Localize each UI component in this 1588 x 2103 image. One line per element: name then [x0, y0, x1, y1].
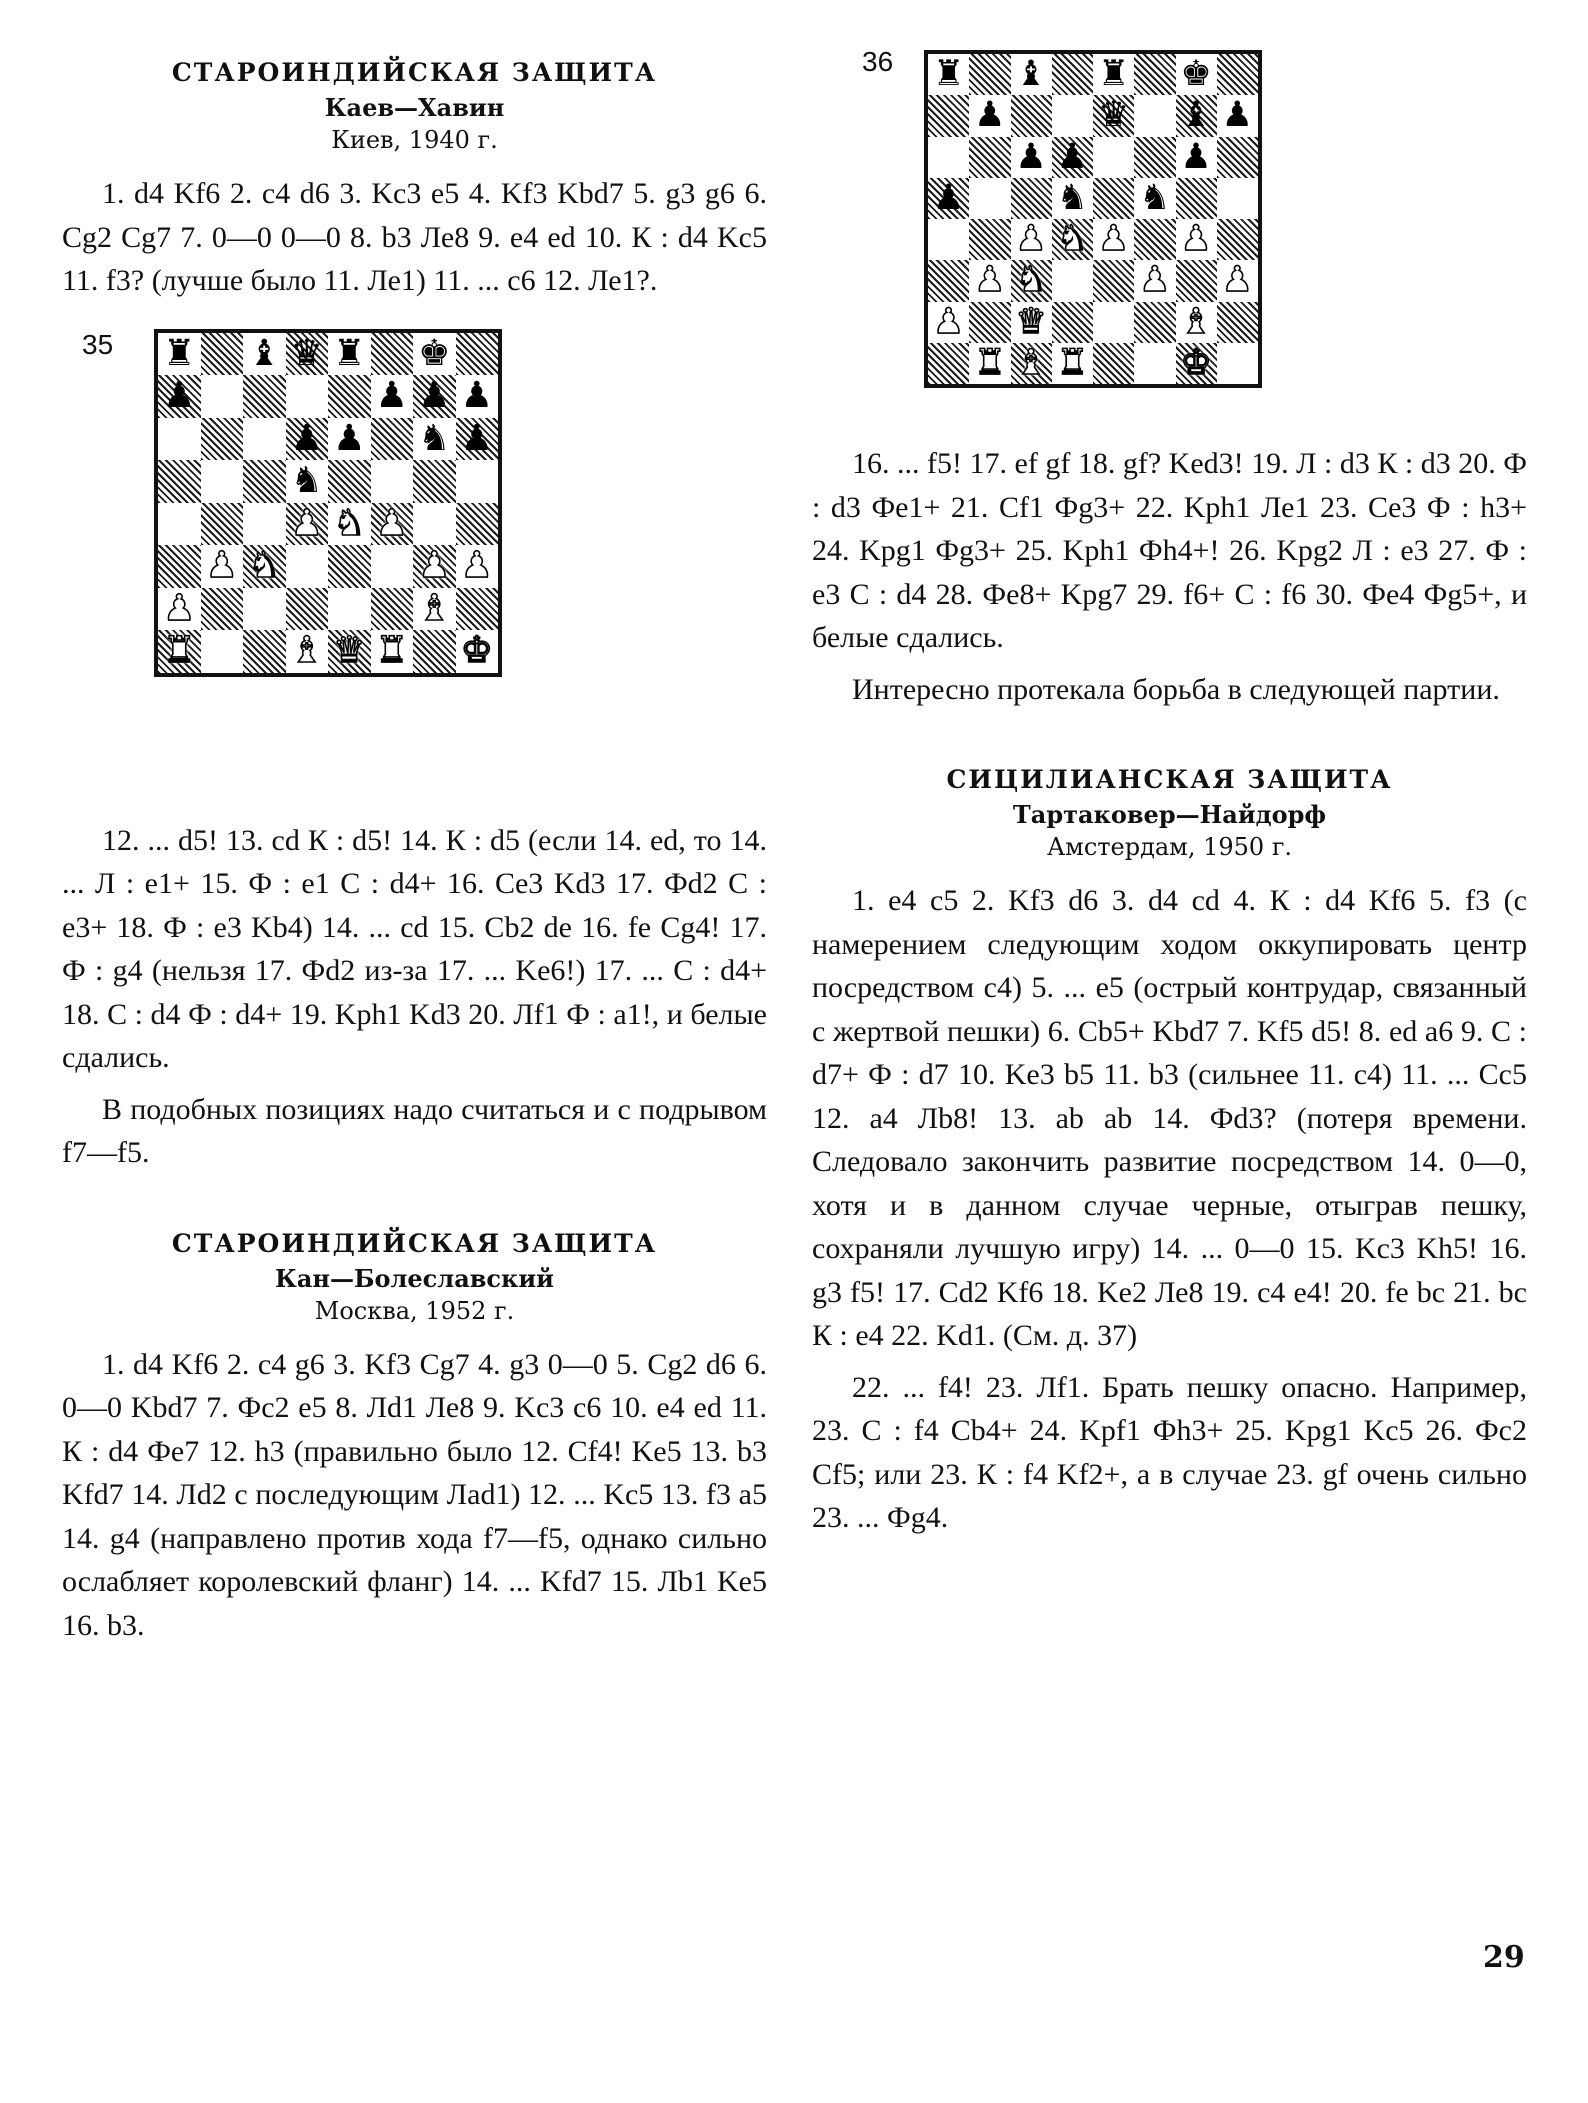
- square-d6: [286, 418, 329, 461]
- square-f1: [1134, 343, 1175, 384]
- square-f5: [371, 460, 414, 503]
- square-e2: [1093, 302, 1134, 343]
- black-rook-icon: ♜: [1097, 54, 1130, 95]
- square-c8: [243, 333, 286, 376]
- white-bishop-icon: ♝: [1015, 342, 1047, 383]
- square-b8: [201, 333, 244, 376]
- black-pawn-icon: ♟: [1056, 136, 1089, 177]
- square-h6: [456, 418, 499, 461]
- white-pawn-icon: ♟: [418, 545, 451, 587]
- square-f7: [371, 375, 414, 418]
- diagram-35: [62, 329, 767, 787]
- square-a4: [158, 503, 201, 546]
- square-c6: [243, 418, 286, 461]
- square-b4: [969, 219, 1010, 260]
- white-pawn-icon: ♟: [1180, 219, 1212, 260]
- square-e5: [328, 460, 371, 503]
- section-2-moves: 1. d4 Kf6 2. c4 g6 3. Kf3 Cg7 4. g3 0—0 5. Cg2 d6 6. 0—0 Kbd7 7. Фc2 e5 8. Лd1 Ле8 9. Kc3 c6 10. e4 ed 11. К : d4 Фe7 12. h3 (правильно было 12. Cf4! Ke5 13. b3 Kfd7 14. Лd2 с последующим Лad1) 12. ... Kc5 13. f3 a5 14. g4 (направлено против хода f7—f5, однако сильно ослабляет королевский фланг) 14. ... Kfd7 15. Лb1 Ke5 16. b3.: [62, 1347, 767, 1642]
- square-c3: [1011, 260, 1052, 301]
- square-d1: [1052, 343, 1093, 384]
- square-h1: [1217, 343, 1258, 384]
- white-pawn-icon: ♟: [460, 545, 493, 587]
- black-queen-icon: ♛: [1097, 95, 1130, 136]
- right-column: [812, 40, 1527, 1548]
- diagram-36-number: 36: [862, 46, 894, 77]
- square-e7: [328, 375, 371, 418]
- square-f6: [1134, 137, 1175, 178]
- black-pawn-icon: ♟: [418, 375, 451, 417]
- white-pawn-icon: ♟: [974, 260, 1006, 301]
- square-f3: [1134, 260, 1175, 301]
- white-rook-icon: ♜: [1056, 342, 1089, 383]
- square-c8: [1011, 54, 1052, 95]
- square-d2: [286, 588, 329, 631]
- square-d2: [1052, 302, 1093, 343]
- black-pawn-icon: ♟: [932, 177, 965, 218]
- white-bishop-icon: ♝: [418, 587, 451, 629]
- left-column: [62, 40, 767, 1655]
- square-f5: [1134, 178, 1175, 219]
- black-pawn-icon: ♟: [375, 375, 408, 417]
- white-knight-icon: ♞: [333, 502, 366, 544]
- square-h8: [456, 333, 499, 376]
- square-d5: [1052, 178, 1093, 219]
- square-h5: [456, 460, 499, 503]
- white-queen-icon: ♛: [333, 630, 366, 672]
- continuation-moves: 16. ... f5! 17. ef gf 18. gf? Ked3! 19. Л : d3 К : d3 20. Ф : d3 Фe1+ 21. Cf1 Фg3+ 22. Kph1 Ле1 23. Ce3 Ф : h3+ 24. Kpg1 Фg3+ 25. Kph1 Фh4+! 26. Kpg2 Л : e3 27. Ф : e3 C : d4 28. Фe8+ Kpg7 29. f6+ C : f6 30. Фe4 Фg5+, и белые сдались.: [812, 447, 1527, 654]
- square-d8: [286, 333, 329, 376]
- white-pawn-icon: ♟: [932, 301, 965, 342]
- square-b3: [969, 260, 1010, 301]
- square-a4: [928, 219, 969, 260]
- white-king-icon: ♚: [460, 630, 493, 672]
- square-e1: [328, 630, 371, 673]
- square-g4: [1176, 219, 1217, 260]
- square-a5: [928, 178, 969, 219]
- diagram-35-board: [154, 329, 502, 677]
- black-pawn-icon: ♟: [974, 95, 1006, 136]
- square-b7: [201, 375, 244, 418]
- square-e5: [1093, 178, 1134, 219]
- square-g5: [413, 460, 456, 503]
- square-b6: [201, 418, 244, 461]
- white-pawn-icon: ♟: [1015, 219, 1047, 260]
- white-pawn-icon: ♟: [163, 587, 196, 629]
- square-d4: [1052, 219, 1093, 260]
- square-c5: [1011, 178, 1052, 219]
- square-d7: [1052, 95, 1093, 136]
- square-a8: [928, 54, 969, 95]
- square-f4: [371, 503, 414, 546]
- square-d6: [1052, 137, 1093, 178]
- square-g6: [413, 418, 456, 461]
- section-3-title: СИЦИЛИАНСКАЯ ЗАЩИТА: [946, 765, 1393, 794]
- continuation-intro: Интересно протекала борьба в следующей партии.: [852, 672, 1500, 706]
- square-h4: [1217, 219, 1258, 260]
- section-3-players: Тартаковер—Найдорф: [1012, 800, 1327, 829]
- square-a7: [158, 375, 201, 418]
- square-e3: [1093, 260, 1134, 301]
- square-c4: [1011, 219, 1052, 260]
- square-b1: [201, 630, 244, 673]
- square-f6: [371, 418, 414, 461]
- black-pawn-icon: ♟: [163, 375, 196, 417]
- square-f1: [371, 630, 414, 673]
- square-g2: [413, 588, 456, 631]
- square-d8: [1052, 54, 1093, 95]
- section-1-moves-continued: 12. ... d5! 13. cd К : d5! 14. К : d5 (если 14. ed, то 14. ... Л : e1+ 15. Ф : e1 C : d4+ 16. Ce3 Kd3 17. Фd2 C : e3+ 18. Ф : e3 Kb4) 14. ... cd 15. Cb2 de 16. fe Cg4! 17. Ф : g4 (нельзя 17. Фd2 из-за 17. ... Ke6!) 17. ... C : d4+ 18. C : d4 Ф : d4+ 19. Kph1 Kd3 20. Лf1 Ф : a1!, и белые сдались.: [62, 823, 767, 1074]
- section-1-moves: 1. d4 Kf6 2. c4 d6 3. Kc3 e5 4. Kf3 Kbd7 5. g3 g6 6. Cg2 Cg7 7. 0—0 0—0 8. b3 Ле8 9. e4 ed 10. К : d4 Kc5 11. f3? (лучше было 11. Ле1) 11. ... c6 12. Ле1?.: [62, 177, 767, 297]
- square-g3: [1176, 260, 1217, 301]
- square-h2: [1217, 302, 1258, 343]
- black-pawn-icon: ♟: [1015, 136, 1047, 177]
- square-a3: [928, 260, 969, 301]
- square-f3: [371, 545, 414, 588]
- square-c5: [243, 460, 286, 503]
- square-a1: [928, 343, 969, 384]
- square-f7: [1134, 95, 1175, 136]
- square-f4: [1134, 219, 1175, 260]
- black-pawn-icon: ♟: [460, 375, 493, 417]
- square-c4: [243, 503, 286, 546]
- section-2-players: Кан—Болеславский: [275, 1263, 554, 1293]
- white-knight-icon: ♞: [248, 545, 281, 587]
- square-c7: [1011, 95, 1052, 136]
- square-g6: [1176, 137, 1217, 178]
- square-c2: [1011, 302, 1052, 343]
- square-e6: [1093, 137, 1134, 178]
- white-rook-icon: ♜: [163, 630, 196, 672]
- white-pawn-icon: ♟: [290, 502, 323, 544]
- white-pawn-icon: ♟: [1097, 219, 1130, 260]
- white-king-icon: ♚: [1180, 342, 1212, 383]
- square-a2: [928, 302, 969, 343]
- black-queen-icon: ♛: [290, 332, 323, 374]
- square-b7: [969, 95, 1010, 136]
- black-bishop-icon: ♝: [1180, 95, 1212, 136]
- square-g3: [413, 545, 456, 588]
- black-pawn-icon: ♟: [460, 417, 493, 459]
- square-e3: [328, 545, 371, 588]
- diagram-36: [812, 40, 1527, 560]
- section-2-place: Москва, 1952 г.: [314, 1296, 515, 1325]
- square-b3: [201, 545, 244, 588]
- square-a6: [928, 137, 969, 178]
- black-knight-icon: ♞: [290, 460, 323, 502]
- square-c2: [243, 588, 286, 631]
- diagram-36-board: [924, 50, 1262, 388]
- section-1-title: СТАРОИНДИЙСКАЯ ЗАЩИТА: [171, 58, 658, 87]
- square-d3: [1052, 260, 1093, 301]
- square-d7: [286, 375, 329, 418]
- white-pawn-icon: ♟: [1139, 260, 1171, 301]
- square-f2: [371, 588, 414, 631]
- black-bishop-icon: ♝: [1015, 54, 1047, 95]
- square-g1: [413, 630, 456, 673]
- square-g8: [1176, 54, 1217, 95]
- square-c1: [1011, 343, 1052, 384]
- square-a7: [928, 95, 969, 136]
- square-h6: [1217, 137, 1258, 178]
- square-g1: [1176, 343, 1217, 384]
- black-knight-icon: ♞: [1056, 177, 1089, 218]
- square-e4: [328, 503, 371, 546]
- square-f2: [1134, 302, 1175, 343]
- white-knight-icon: ♞: [1015, 260, 1047, 301]
- square-e6: [328, 418, 371, 461]
- square-d5: [286, 460, 329, 503]
- black-knight-icon: ♞: [418, 417, 451, 459]
- black-rook-icon: ♜: [163, 332, 196, 374]
- white-knight-icon: ♞: [1056, 219, 1089, 260]
- black-king-icon: ♚: [1180, 54, 1212, 95]
- square-h3: [1217, 260, 1258, 301]
- section-1-note: В подобных позициях надо считаться и с подрывом f7—f5.: [62, 1092, 767, 1169]
- square-c1: [243, 630, 286, 673]
- square-b2: [969, 302, 1010, 343]
- white-bishop-icon: ♝: [1180, 301, 1212, 342]
- white-rook-icon: ♜: [974, 342, 1006, 383]
- square-c6: [1011, 137, 1052, 178]
- square-g5: [1176, 178, 1217, 219]
- white-pawn-icon: ♟: [205, 545, 238, 587]
- square-h3: [456, 545, 499, 588]
- square-e8: [1093, 54, 1134, 95]
- black-king-icon: ♚: [418, 332, 451, 374]
- square-e4: [1093, 219, 1134, 260]
- square-g7: [1176, 95, 1217, 136]
- square-h5: [1217, 178, 1258, 219]
- square-a2: [158, 588, 201, 631]
- black-rook-icon: ♜: [932, 54, 965, 95]
- square-b8: [969, 54, 1010, 95]
- square-e8: [328, 333, 371, 376]
- square-b5: [969, 178, 1010, 219]
- square-a6: [158, 418, 201, 461]
- black-pawn-icon: ♟: [1221, 95, 1254, 136]
- white-pawn-icon: ♟: [1221, 260, 1254, 301]
- black-rook-icon: ♜: [333, 332, 366, 374]
- section-1-place: Киев, 1940 г.: [331, 126, 498, 154]
- square-f8: [371, 333, 414, 376]
- square-g4: [413, 503, 456, 546]
- section-2-title: СТАРОИНДИЙСКАЯ ЗАЩИТА: [171, 1228, 658, 1258]
- square-d3: [286, 545, 329, 588]
- square-d1: [286, 630, 329, 673]
- square-b5: [201, 460, 244, 503]
- diagram-35-number: 35: [82, 328, 114, 360]
- section-3-place: Амстердам, 1950 г.: [1046, 833, 1293, 861]
- square-f8: [1134, 54, 1175, 95]
- square-g2: [1176, 302, 1217, 343]
- black-bishop-icon: ♝: [248, 332, 281, 374]
- square-c7: [243, 375, 286, 418]
- square-a3: [158, 545, 201, 588]
- square-h4: [456, 503, 499, 546]
- square-e7: [1093, 95, 1134, 136]
- black-knight-icon: ♞: [1139, 177, 1171, 218]
- white-rook-icon: ♜: [375, 630, 408, 672]
- page-number: 29: [1483, 1940, 1525, 1975]
- square-a1: [158, 630, 201, 673]
- square-e2: [328, 588, 371, 631]
- section-3-moves: 1. e4 c5 2. Kf3 d6 3. d4 cd 4. К : d4 Kf6 5. f3 (с намерением следующим ходом оккупировать центр посредством c4) 5. ... e5 (острый контрудар, связанный с жертвой пешки) 6. Cb5+ Kbd7 7. Kf5 d5! 8. ed a6 9. C : d7+ Ф : d7 10. Ke3 b5 11. b3 (сильнее 11. c4) 11. ... Cc5 12. a4 Лb8! 13. ab ab 14. Фd3? (потеря времени. Следовало закончить развитие посредством 14. 0—0, хотя и в данном случае черные, отыграв пешку, сохраняли лучшую игру) 14. ... 0—0 15. Kc3 Kh5! 16. g3 f5! 17. Cd2 Kf6 18. Ke2 Ле8 19. c4 e4! 20. fe bc 21. bc К : e4 22. Kd1. (См. д. 37): [812, 884, 1527, 1352]
- black-pawn-icon: ♟: [1180, 136, 1212, 177]
- white-bishop-icon: ♝: [290, 630, 323, 672]
- white-pawn-icon: ♟: [375, 502, 408, 544]
- black-pawn-icon: ♟: [333, 417, 366, 459]
- section-1-players: Каев—Хавин: [324, 93, 505, 122]
- square-a5: [158, 460, 201, 503]
- square-g8: [413, 333, 456, 376]
- square-b6: [969, 137, 1010, 178]
- square-b1: [969, 343, 1010, 384]
- square-c3: [243, 545, 286, 588]
- white-queen-icon: ♛: [1015, 301, 1047, 342]
- square-h7: [1217, 95, 1258, 136]
- square-b4: [201, 503, 244, 546]
- square-h2: [456, 588, 499, 631]
- black-pawn-icon: ♟: [290, 417, 323, 459]
- square-h1: [456, 630, 499, 673]
- square-g7: [413, 375, 456, 418]
- section-3-moves-continued: 22. ... f4! 23. Лf1. Брать пешку опасно. Например, 23. C : f4 Cb4+ 24. Kpf1 Фh3+ 25. Kpg1 Kc5 26. Фc2 Cf5; или 23. К : f4 Kf2+, а в случае 23. gf очень сильно 23. ... Фg4.: [812, 1370, 1527, 1534]
- square-d4: [286, 503, 329, 546]
- square-e1: [1093, 343, 1134, 384]
- square-b2: [201, 588, 244, 631]
- square-h8: [1217, 54, 1258, 95]
- square-a8: [158, 333, 201, 376]
- square-h7: [456, 375, 499, 418]
